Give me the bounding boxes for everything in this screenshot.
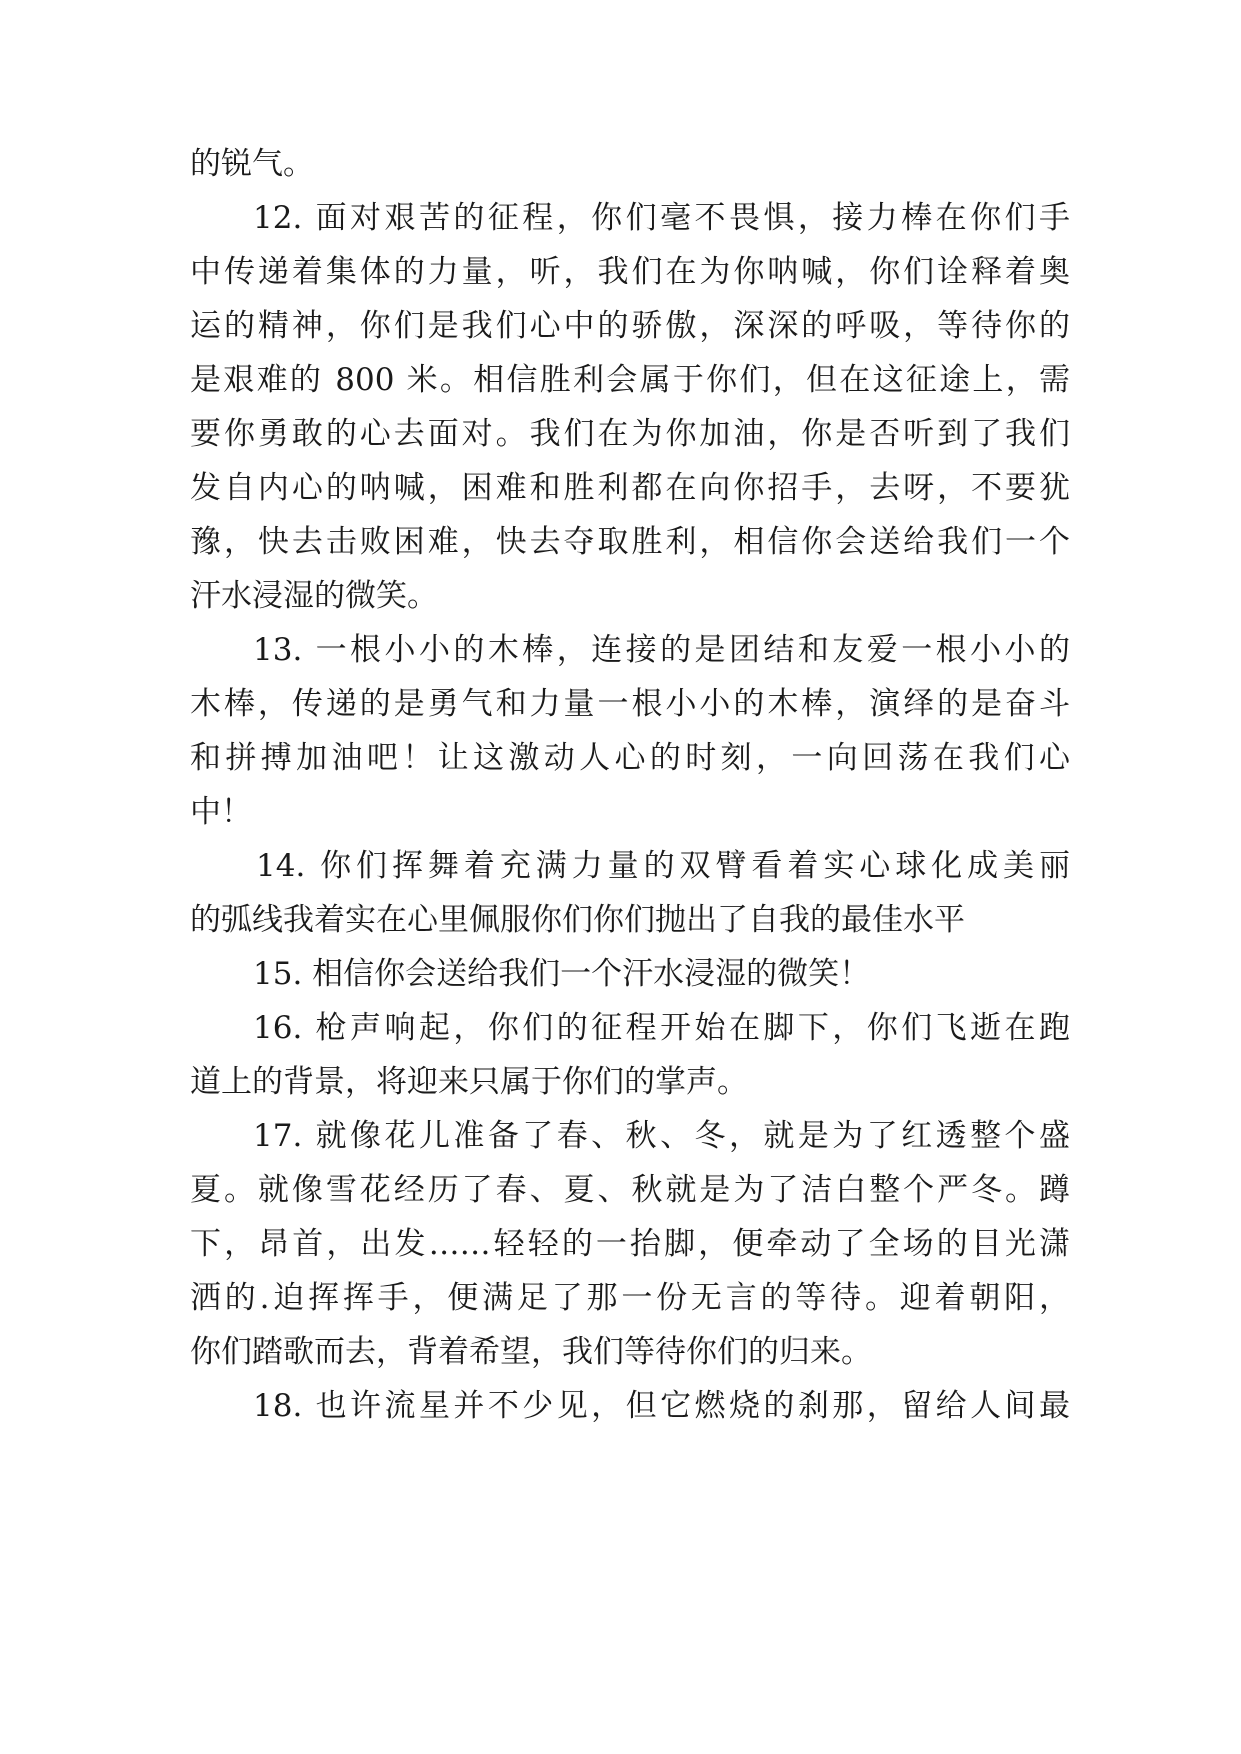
text-line-16: 15. 相信你会送给我们一个汗水浸湿的微笑！ [253,956,871,992]
text-line-14: 14. 你们挥舞着充满力量的双臂看着实心球化成美丽 [256,848,1070,884]
text-line-3: 中传递着集体的力量，听，我们在为你呐喊，你们诠释着奥 [190,254,1070,290]
text-line-8: 豫，快去击败困难，快去夺取胜利，相信你会送给我们一个 [190,524,1070,560]
text-line-13: 中！ [190,794,252,830]
text-line-2: 12. 面对艰苦的征程，你们毫不畏惧，接力棒在你们手 [253,200,1070,236]
text-line-15: 的弧线我着实在心里佩服你们你们抛出了自我的最佳水平 [190,902,965,938]
text-line-5: 是艰难的 800 米。相信胜利会属于你们，但在这征途上，需 [190,362,1070,398]
text-line-9: 汗水浸湿的微笑。 [190,578,438,614]
text-line-24: 18. 也许流星并不少见，但它燃烧的刹那，留给人间最 [253,1388,1070,1424]
text-line-17: 16. 枪声响起，你们的征程开始在脚下，你们飞逝在跑 [253,1010,1070,1046]
text-line-7: 发自内心的呐喊，困难和胜利都在向你招手，去呀，不要犹 [190,470,1070,506]
text-line-18: 道上的背景，将迎来只属于你们的掌声。 [190,1064,748,1100]
text-line-23: 你们踏歌而去，背着希望，我们等待你们的归来。 [190,1334,872,1370]
text-line-12: 和拼搏加油吧！让这激动人心的时刻，一向回荡在我们心 [190,740,1070,776]
text-line-11: 木棒，传递的是勇气和力量一根小小的木棒，演绎的是奋斗 [190,686,1070,722]
text-line-22: 洒的.迫挥挥手，便满足了那一份无言的等待。迎着朝阳， [190,1280,1070,1316]
text-line-20: 夏。就像雪花经历了春、夏、秋就是为了洁白整个严冬。蹲 [190,1172,1070,1208]
text-line-1: 的锐气。 [190,146,314,182]
text-line-19: 17. 就像花儿准备了春、秋、冬，就是为了红透整个盛 [253,1118,1070,1154]
text-line-21: 下，昂首，出发……轻轻的一抬脚，便牵动了全场的目光潇 [190,1226,1070,1262]
text-line-10: 13. 一根小小的木棒，连接的是团结和友爱一根小小的 [253,632,1070,668]
text-line-4: 运的精神，你们是我们心中的骄傲，深深的呼吸，等待你的 [190,308,1070,344]
text-line-6: 要你勇敢的心去面对。我们在为你加油，你是否听到了我们 [190,416,1070,452]
